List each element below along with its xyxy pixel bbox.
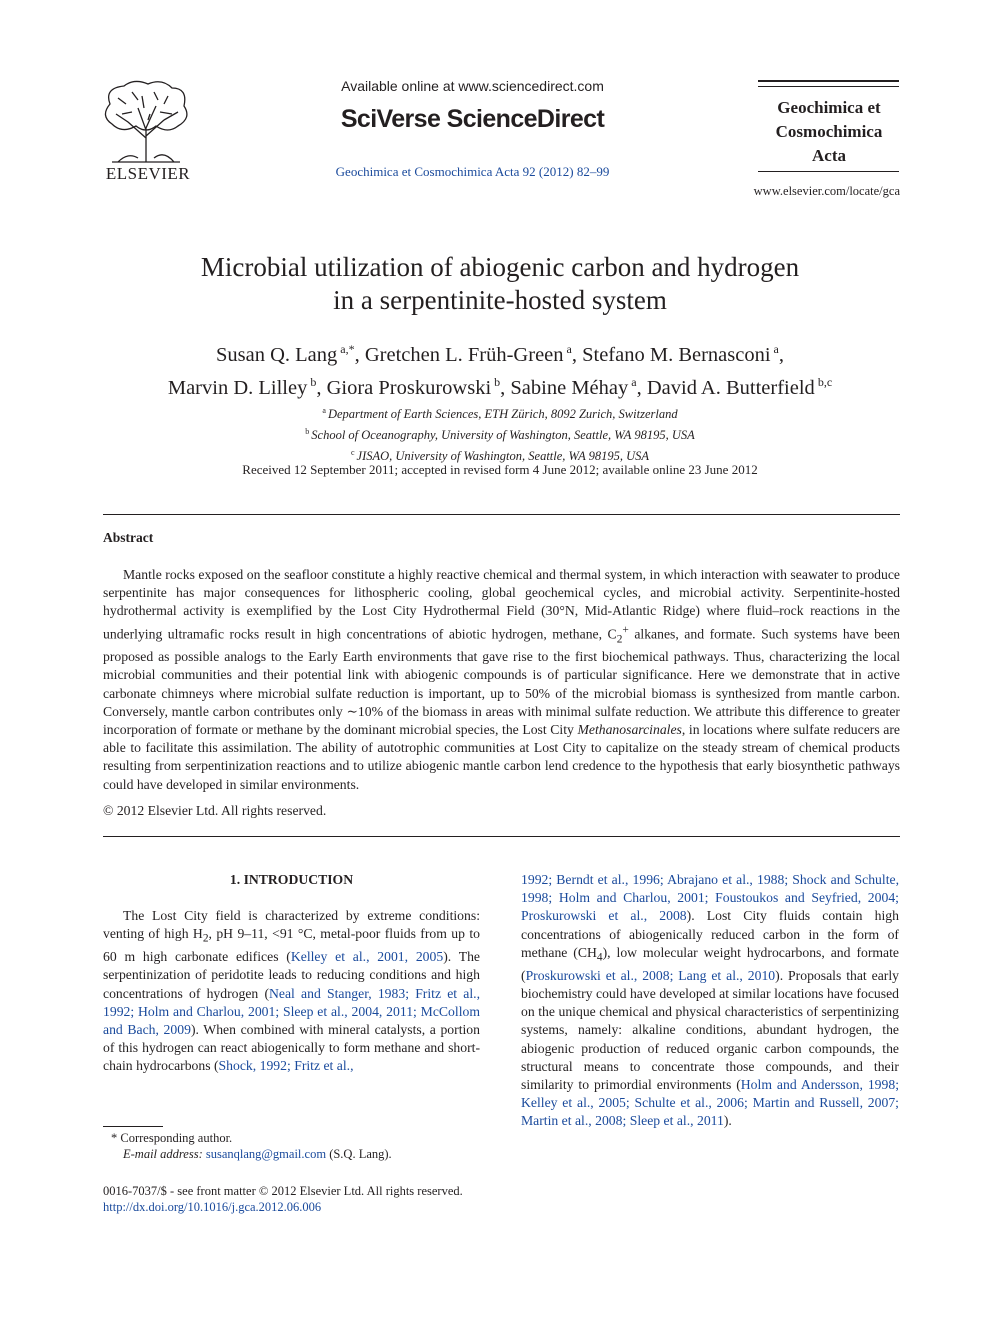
citation-link[interactable]: 1992; Berndt et al., 1996; Abrajano et al., 1988; Shock and Schulte, 1998; Holm and Charlou, 2001; Foustoukos and Seyfried, 2004; Proskurowski et al., 2008 bbox=[521, 872, 899, 924]
journal-rule-bottom bbox=[758, 171, 899, 172]
affiliation bbox=[100, 402, 900, 423]
author-name: Giora Proskurowski bbox=[326, 376, 492, 399]
journal-name-line: Geochimica et bbox=[777, 98, 881, 117]
availability-note: Available online at www.sciencedirect.com bbox=[341, 78, 604, 94]
email-suffix: (S.Q. Lang). bbox=[326, 1147, 392, 1161]
author-affiliation-marker: a,* bbox=[340, 342, 355, 356]
platform-logo: SciVerse ScienceDirect bbox=[340, 105, 605, 133]
email-note bbox=[103, 1147, 392, 1162]
author-separator: , bbox=[636, 376, 647, 399]
journal-rule-top bbox=[758, 80, 899, 82]
article-title bbox=[100, 251, 900, 317]
journal-name bbox=[748, 96, 910, 168]
section-heading: 1. INTRODUCTION bbox=[229, 872, 354, 887]
author-line bbox=[60, 336, 940, 369]
body-text: ). Proposals that early biochemistry could have developed at similar locations have focused on the unique chemical and physical characteristics of serpentinizing systems, namely: alkaline conditions, abundant hydrogen, the abiogenic production of reduced organic carbon compounds, the structural means to concentrate those compounds, and their similarity to primordial environments ( bbox=[521, 967, 900, 1092]
abstract-rule-bottom bbox=[103, 836, 900, 837]
abstract-rule-top bbox=[103, 514, 900, 515]
abstract-text-part: Mantle rocks exposed on the seafloor constitute a highly reactive chemical and thermal system, in which interaction with seawater to produce serpentinite has major consequences for lithospheric cooling, global geochemical cycles, and microbial activity. Serpentinite-hosted hydrothermal activity is exemplified by the Lost City Hydrothermal Field (30°N, Mid-Atlantic Ridge) where fluid–rock reactions in the underlying ultramafic rocks result in high concentrations of abiotic hydrogen, methane, C bbox=[103, 567, 900, 642]
author-name: Sabine Méhay bbox=[510, 376, 629, 399]
author-separator: , bbox=[354, 343, 365, 366]
citation-link[interactable]: Proskurowski et al., 2008; Lang et al., 2010 bbox=[525, 967, 776, 983]
corresponding-author-text: * Corresponding author. bbox=[111, 1131, 233, 1145]
journal-rule-top-thin bbox=[758, 86, 899, 87]
body-text: ). The serpentinization of peridotite leads to reducing conditions and high concentrations of hydrogen ( bbox=[103, 949, 481, 1001]
author-separator: , bbox=[778, 343, 784, 366]
email-link[interactable]: susanqlang@gmail.com bbox=[205, 1147, 327, 1161]
affiliation-text: JISAO, University of Washington, Seattle, WA 98195, USA bbox=[356, 449, 650, 464]
received-dates: Received 12 September 2011; accepted in revised form 4 June 2012; available online 23 June 2012 bbox=[242, 462, 758, 477]
author-affiliation-marker: a bbox=[773, 342, 779, 356]
body-text: ). bbox=[723, 1113, 732, 1129]
author-name: David A. Butterfield bbox=[646, 376, 815, 399]
author-affiliation-marker: a bbox=[631, 374, 637, 389]
affiliation-marker: b bbox=[305, 427, 310, 437]
author-name: Stefano M. Bernasconi bbox=[582, 343, 771, 366]
affiliations bbox=[100, 402, 900, 465]
author-separator: , bbox=[500, 376, 511, 399]
body-text: , pH 9–11, <91 °C, metal-poor fluids from up to 60 m high carbonate edifices ( bbox=[103, 926, 480, 965]
affiliation-text: Department of Earth Sciences, ETH Zürich, 8092 Zurich, Switzerland bbox=[327, 407, 678, 422]
doi-link[interactable]: http://dx.doi.org/10.1016/j.gca.2012.06.006 bbox=[103, 1200, 322, 1214]
abstract-text-part: alkanes, and formate. Such systems have been proposed as possible analogs to the Early Earth environments that gave rise to the first biochemical pathways. Thus, characterizing the local microbial communities and their potential link with abiogenic compounds is of particular significance. Here we demonstrate that in active carbonate chimneys where microbial sulfate reduction is important, up to 50% of the microbial biomass is synthesized from mantle carbon. Conversely, mantle carbon contributes only ∼10% of the biomass in areas with minimal sulfate reduction. We attribute this difference to greater incorporation of formate or methane by the dominant microbial species, the Lost City bbox=[103, 626, 901, 737]
author-name: Susan Q. Lang bbox=[216, 343, 338, 366]
author-affiliation-marker: b,c bbox=[817, 374, 833, 389]
author-list bbox=[60, 336, 940, 402]
author-line bbox=[60, 369, 940, 402]
author-separator: , bbox=[316, 376, 327, 399]
body-text: ). Lost City fluids contain high concentrations of abiogenically reduced carbon in the form of methane (CH bbox=[521, 908, 899, 960]
corresponding-author-note bbox=[103, 1131, 232, 1146]
citation-link[interactable]: Kelley et al., 2001, 2005 bbox=[290, 949, 444, 965]
abstract-text bbox=[103, 566, 900, 794]
body-column-left bbox=[103, 907, 480, 1076]
abstract-heading: Abstract bbox=[103, 530, 154, 545]
title-line: Microbial utilization of abiogenic carbon and hydrogen bbox=[200, 252, 800, 282]
title-line: in a serpentinite-hosted system bbox=[333, 285, 667, 315]
journal-url[interactable]: www.elsevier.com/locate/gca bbox=[753, 184, 900, 198]
superscript: + bbox=[622, 623, 629, 636]
affiliation-marker: a bbox=[322, 406, 326, 415]
author-affiliation-marker: b bbox=[494, 374, 501, 389]
journal-name-line: Cosmochimica bbox=[775, 122, 883, 141]
body-text: ), low molecular weight hydrocarbons, and formate ( bbox=[521, 944, 900, 983]
issn-line: 0016-7037/$ - see front matter © 2012 Elsevier Ltd. All rights reserved. bbox=[103, 1184, 463, 1198]
affiliation-text: School of Oceanography, University of Washington, Seattle, WA 98195, USA bbox=[311, 428, 695, 443]
email-label: E-mail address: bbox=[123, 1147, 203, 1161]
author-separator: , bbox=[571, 343, 583, 366]
journal-citation-link[interactable]: Geochimica et Cosmochimica Acta 92 (2012) 82–99 bbox=[335, 164, 610, 179]
author-affiliation-marker: a bbox=[566, 342, 572, 356]
footnote-rule bbox=[103, 1126, 163, 1127]
citation-link[interactable]: Holm and Andersson, 1998; Kelley et al., 2005; Schulte et al., 2006; Martin and Russell, 2007; Martin et al., 2008; Sleep et al., 2011 bbox=[521, 1076, 900, 1129]
affiliation bbox=[100, 423, 900, 444]
publisher-name: ELSEVIER bbox=[105, 164, 191, 183]
citation-link[interactable]: Shock, 1992; Fritz et al., bbox=[218, 1058, 354, 1074]
author-affiliation-marker: b bbox=[310, 374, 317, 389]
subscript: 2 bbox=[616, 632, 623, 645]
body-text: ). When combined with mineral catalysts, a portion of this hydrogen can react abiogenically to form methane and short-chain hydrocarbons ( bbox=[103, 1021, 480, 1074]
body-text: The Lost City field is characterized by extreme conditions: venting of high H bbox=[103, 908, 480, 942]
subscript: 2 bbox=[202, 932, 209, 945]
subscript: 4 bbox=[596, 951, 603, 964]
body-column-right bbox=[521, 871, 899, 1131]
journal-name-line: Acta bbox=[812, 146, 846, 165]
abstract-text-part: , in locations where sulfate reducers are able to facilitate this assimilation. The ability of autotrophic communities at Lost City to capitalize on the steady stream of chemical products resulting from serpentinization reactions and to utilize abiogenic mantle carbon lend credence to the hypothesis that early biosynthetic pathways could have developed in similar environments. bbox=[103, 721, 900, 792]
affiliation-marker: c bbox=[350, 448, 355, 458]
author-name: Gretchen L. Früh-Green bbox=[364, 343, 564, 366]
copyright-line: © 2012 Elsevier Ltd. All rights reserved. bbox=[103, 803, 327, 818]
author-name: Marvin D. Lilley bbox=[167, 376, 308, 399]
citation-link[interactable]: Neal and Stanger, 1983; Fritz et al., 1992; Holm and Charlou, 2001; Sleep et al., 2004, 2011; McCollom and Bach, 2009 bbox=[103, 985, 481, 1037]
species-name: Methanosarcinales bbox=[577, 721, 682, 737]
